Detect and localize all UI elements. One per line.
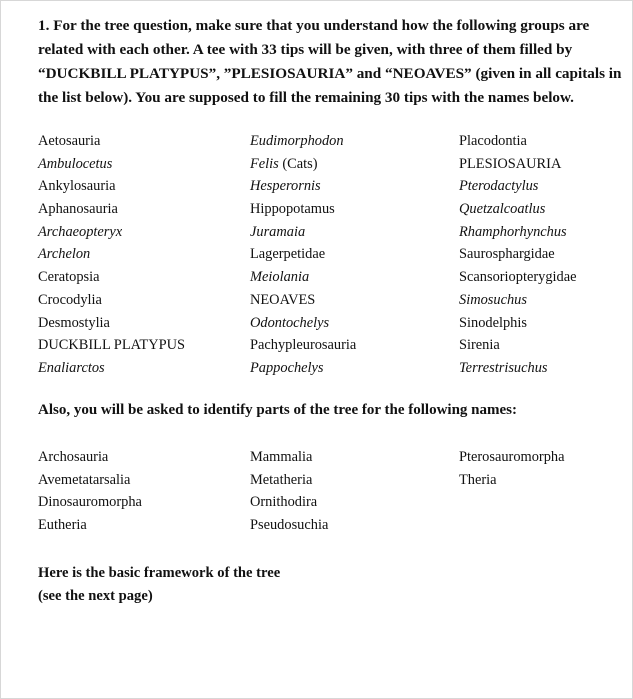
- tip-name: Hippopotamus: [250, 201, 335, 218]
- tip-name-item: [459, 198, 577, 221]
- tip-name: Sirenia: [459, 337, 500, 354]
- tip-name: Aetosauria: [38, 133, 101, 149]
- framework-line-1: Here is the basic framework of the tree: [38, 565, 281, 581]
- tip-name-item: [250, 221, 356, 244]
- tip-name: PLESIOSAURIA: [459, 155, 562, 172]
- tip-name: Terrestrisuchus: [459, 359, 548, 376]
- tip-name: Archaeopteryx: [38, 223, 123, 240]
- intro-paragraph: [38, 14, 623, 110]
- tip-name-item: [38, 175, 185, 198]
- tip-names-column-2: [250, 130, 356, 380]
- clade-name: Metatheria: [250, 471, 313, 488]
- tip-name: Ankylosauria: [38, 178, 116, 195]
- tip-name-item: [459, 153, 577, 176]
- tip-name-item: [459, 266, 577, 289]
- tip-name-item: [459, 221, 577, 244]
- tip-name-item: [250, 243, 356, 266]
- tip-name-item: [250, 312, 356, 335]
- tip-name: Rhamphorhynchus: [459, 223, 567, 240]
- tip-name: Desmostylia: [38, 314, 110, 331]
- tip-name: Juramaia: [250, 223, 306, 240]
- tip-name-item: [38, 153, 185, 176]
- tip-name: Pterodactylus: [459, 178, 539, 195]
- tip-name-item: [459, 289, 577, 312]
- tip-name: Eudimorphodon: [250, 133, 344, 149]
- tip-name-item: [250, 334, 356, 357]
- tip-name: Lagerpetidae: [250, 246, 326, 263]
- tip-names-column-3: [459, 130, 577, 380]
- tip-names-column-1: [38, 130, 185, 380]
- clade-name: Mammalia: [250, 449, 313, 465]
- tip-name-note: (Cats): [278, 155, 318, 172]
- tip-name: Ambulocetus: [38, 155, 113, 172]
- tip-name-item: [459, 312, 577, 335]
- tip-name-item: [250, 153, 356, 176]
- clade-name: Theria: [459, 471, 497, 488]
- tip-name: Ceratopsia: [38, 269, 100, 286]
- clade-name: Ornithodira: [250, 494, 318, 511]
- tip-name: Hesperornis: [250, 178, 321, 195]
- tip-name: Pappochelys: [250, 359, 324, 376]
- intro-text-2: (given in all capitals in the list below). You are supposed to fill the remaining 30 tips with the names below.: [38, 65, 622, 106]
- clade-names-column-3: [459, 446, 565, 491]
- clade-names-column-2: [250, 446, 328, 537]
- tip-name-item: [250, 198, 356, 221]
- framework-line-2: (see the next page): [38, 588, 153, 604]
- tip-name: Crocodylia: [38, 291, 102, 308]
- tip-name-item: [459, 243, 577, 266]
- tip-name-item: [38, 357, 185, 380]
- intro-text-1: 1. For the tree question, make sure that you understand how the following groups are related with each other. A tee with 33 tips will be given, with three of them filled by: [38, 17, 590, 58]
- tip-name: Archelon: [38, 246, 91, 263]
- intro-names-quote: “DUCKBILL PLATYPUS”, ”PLESIOSAURIA” and “NEOAVES”: [38, 65, 472, 82]
- tip-name-item: [459, 334, 577, 357]
- tip-name-item: [38, 221, 185, 244]
- tip-name-item: [459, 130, 577, 153]
- tip-name-item: [38, 334, 185, 357]
- tip-name: Odontochelys: [250, 314, 330, 331]
- tip-name-item: [250, 266, 356, 289]
- tip-name-item: [38, 266, 185, 289]
- tip-name: NEOAVES: [250, 291, 316, 308]
- clade-name: Dinosauromorpha: [38, 494, 142, 511]
- tip-name: Pachypleurosauria: [250, 337, 357, 354]
- tip-name-item: [38, 289, 185, 312]
- tip-name: Simosuchus: [459, 291, 527, 308]
- clade-name: Archosauria: [38, 449, 109, 465]
- clade-name: Pterosauromorpha: [459, 449, 565, 465]
- framework-note: [38, 562, 280, 608]
- tip-name-item: [250, 289, 356, 312]
- tip-name: Placodontia: [459, 133, 527, 149]
- tip-name-item: [250, 175, 356, 198]
- identify-heading: Also, you will be asked to identify parts of the tree for the following names:: [38, 402, 518, 418]
- tip-name-item: [38, 243, 185, 266]
- tip-name: Sinodelphis: [459, 314, 527, 331]
- tip-name: Saurosphargidae: [459, 246, 555, 263]
- clade-name: Avemetatarsalia: [38, 471, 131, 488]
- tip-name: Scansoriopterygidae: [459, 269, 577, 286]
- tip-name-item: [38, 130, 185, 153]
- tip-name-item: [250, 130, 356, 153]
- tip-name: Quetzalcoatlus: [459, 201, 546, 218]
- tip-name: Meiolania: [250, 269, 310, 286]
- tip-name-item: [459, 175, 577, 198]
- tip-name: Enaliarctos: [38, 359, 105, 376]
- tip-name-item: [459, 357, 577, 380]
- clade-name: Pseudosuchia: [250, 517, 329, 534]
- clade-names-column-1: [38, 446, 142, 537]
- tip-name: Felis: [250, 155, 279, 172]
- tip-name: DUCKBILL PLATYPUS: [38, 337, 185, 354]
- tip-name-item: [38, 312, 185, 335]
- clade-name: Eutheria: [38, 517, 87, 534]
- tip-name-item: [250, 357, 356, 380]
- tip-name: Aphanosauria: [38, 201, 118, 218]
- tip-name-item: [38, 198, 185, 221]
